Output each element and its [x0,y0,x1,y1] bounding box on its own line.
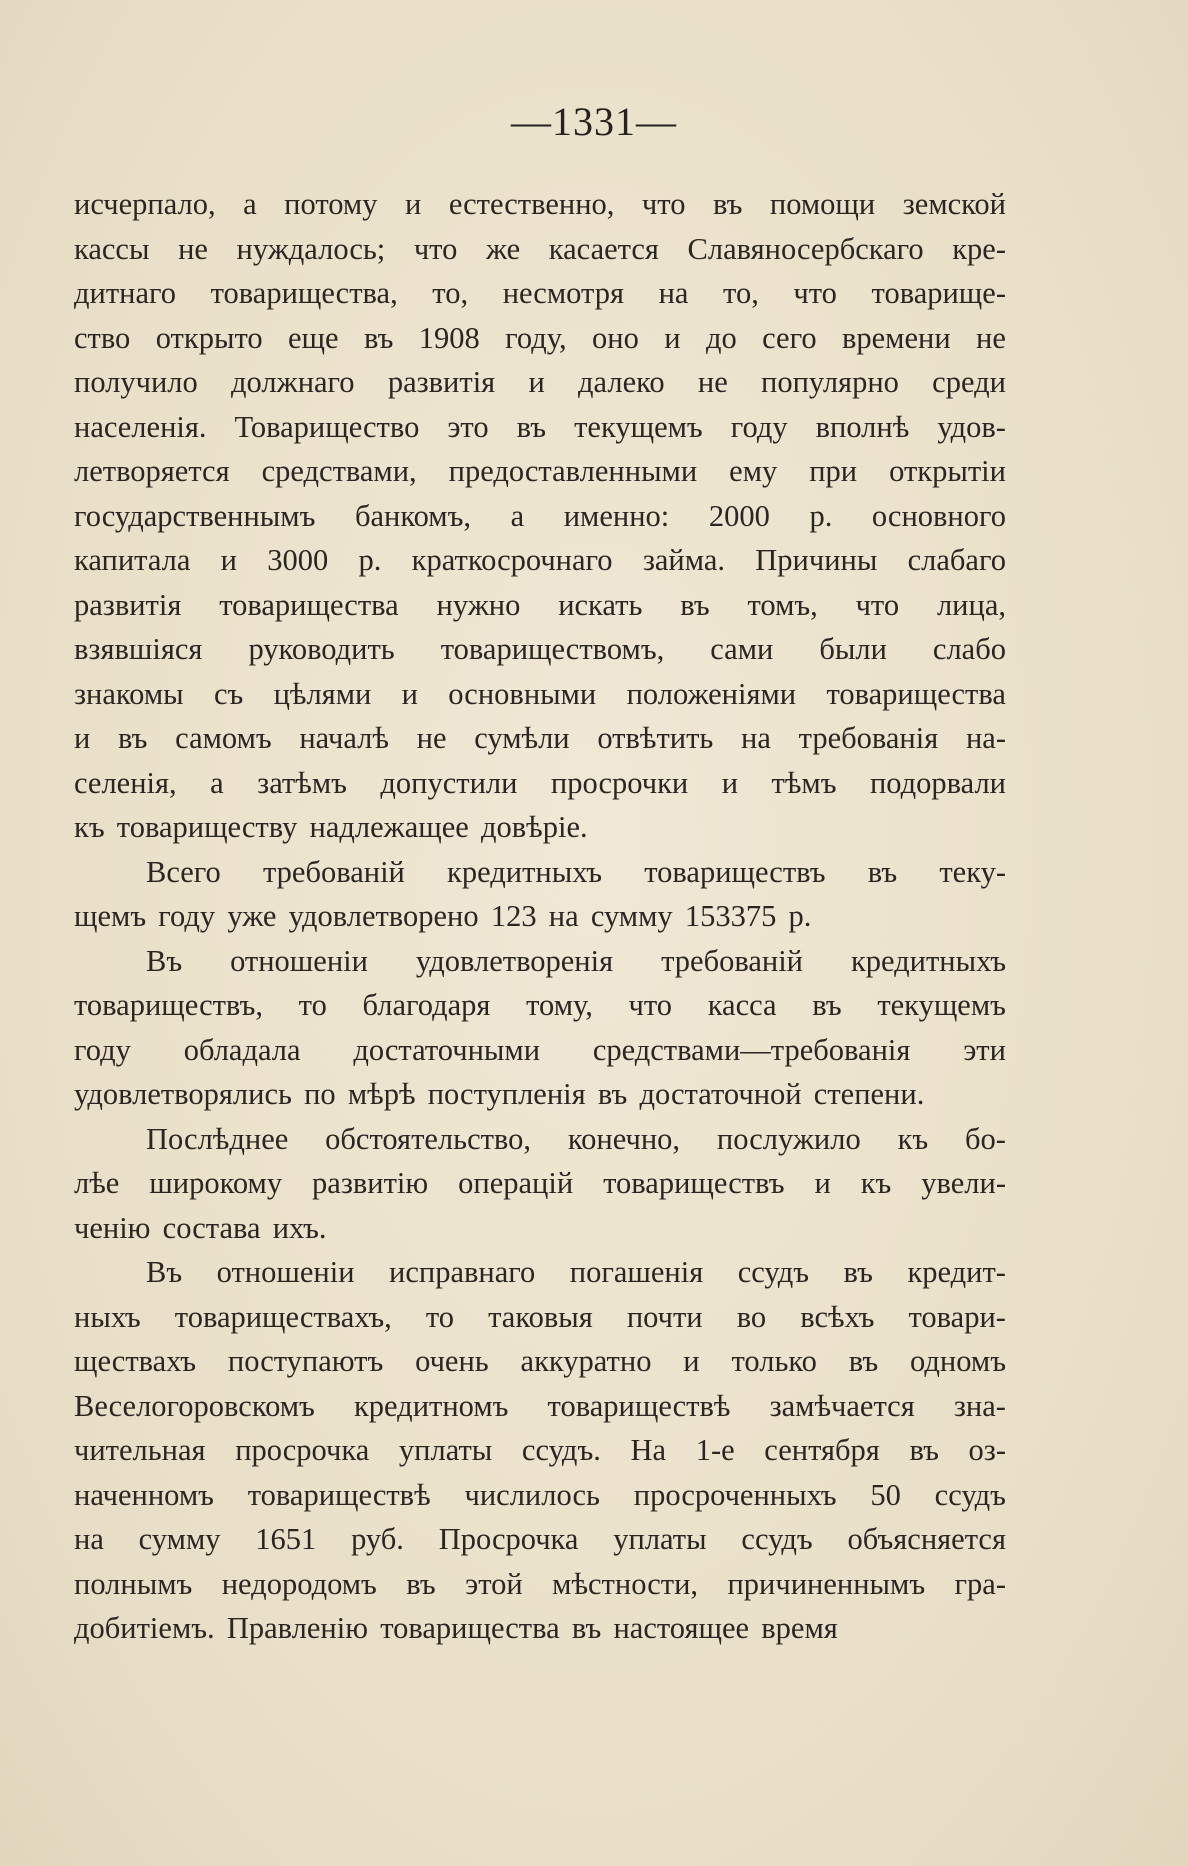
text-line: Послѣднее обстоятельство, конечно, послужило къ бо- [146,1121,1006,1156]
text-line: полнымъ недородомъ въ этой мѣстности, причиненнымъ гра- [74,1566,1006,1601]
paragraph [74,1250,1006,1651]
text-line: къ товариществу надлежащее довѣріе. [74,810,588,844]
text-line: на сумму 1651 руб. Просрочка уплаты ссудъ объясняется [74,1522,1006,1556]
text-line: исчерпало, а потому и естественно, что въ помощи земской [74,187,1006,221]
text-line: добитіемъ. Правленію товарищества въ настоящее время [74,1611,838,1645]
text-line: развитія товарищества нужно искать въ томъ, что лица, [74,587,1006,622]
text-line: знакомы съ цѣлями и основными положеніями товарищества [74,676,1006,711]
text-line: ство открыто еще въ 1908 году, оно и до сего времени не [74,320,1006,355]
text-line: товариществъ, то благодаря тому, что касса въ текущемъ [74,988,1006,1022]
text-line: щемъ году уже удовлетворено 123 на сумму 153375 р. [74,899,812,933]
text-line: ныхъ товариществахъ, то таковыя почти во всѣхъ товари- [74,1299,1006,1334]
text-line: государственнымъ банкомъ, а именно: 2000 р. основного [74,498,1006,533]
paragraph [74,182,1006,850]
text-line: кассы не нуждалось; что же касается Славяносербскаго кре- [74,231,1006,266]
text-line: получило должнаго развитія и далеко не популярно среди [74,365,1006,399]
text-line: Веселогоровскомъ кредитномъ товариществѣ замѣчается зна- [74,1388,1006,1423]
text-line: летворяется средствами, предоставленными ему при открытіи [74,454,1006,488]
text-line: ществахъ поступаютъ очень аккуратно и только въ одномъ [74,1344,1006,1378]
text-line: населенія. Товарищество это въ текущемъ году вполнѣ удов- [74,409,1006,444]
text-line: году обладала достаточными средствами—требованія эти [74,1032,1006,1067]
text-line: ченію состава ихъ. [74,1210,327,1245]
page-number: —1331— [511,99,677,144]
text-line: селенія, а затѣмъ допустили просрочки и тѣмъ подорвали [74,765,1006,800]
paragraph [74,850,1006,939]
text-line: лѣе широкому развитію операцій товариществъ и къ увели- [74,1166,1006,1200]
paragraph [74,1117,1006,1251]
text-line: капитала и 3000 р. краткосрочнаго займа. Причины слабаго [74,543,1006,577]
text-line: Всего требованій кредитныхъ товариществъ въ теку- [146,854,1006,889]
body-text [74,182,1006,1651]
text-line: и въ самомъ началѣ не сумѣли отвѣтить на требованія на- [74,721,1006,755]
text-line: Въ отношеніи удовлетворенія требованій кредитныхъ [146,943,1006,978]
text-line: наченномъ товариществѣ числилось просроченныхъ 50 ссудъ [74,1477,1006,1512]
text-line: удовлетворялись по мѣрѣ поступленія въ достаточной степени. [74,1077,925,1111]
text-line: чительная просрочка уплаты ссудъ. На 1-е сентября въ оз- [74,1433,1006,1467]
text-line: Въ отношеніи исправнаго погашенія ссудъ въ кредит- [146,1255,1006,1289]
text-line: дитнаго товарищества, то, несмотря на то, что товарище- [74,276,1006,310]
text-line: взявшіяся руководить товариществомъ, сами были слабо [74,632,1006,666]
paragraph [74,939,1006,1117]
